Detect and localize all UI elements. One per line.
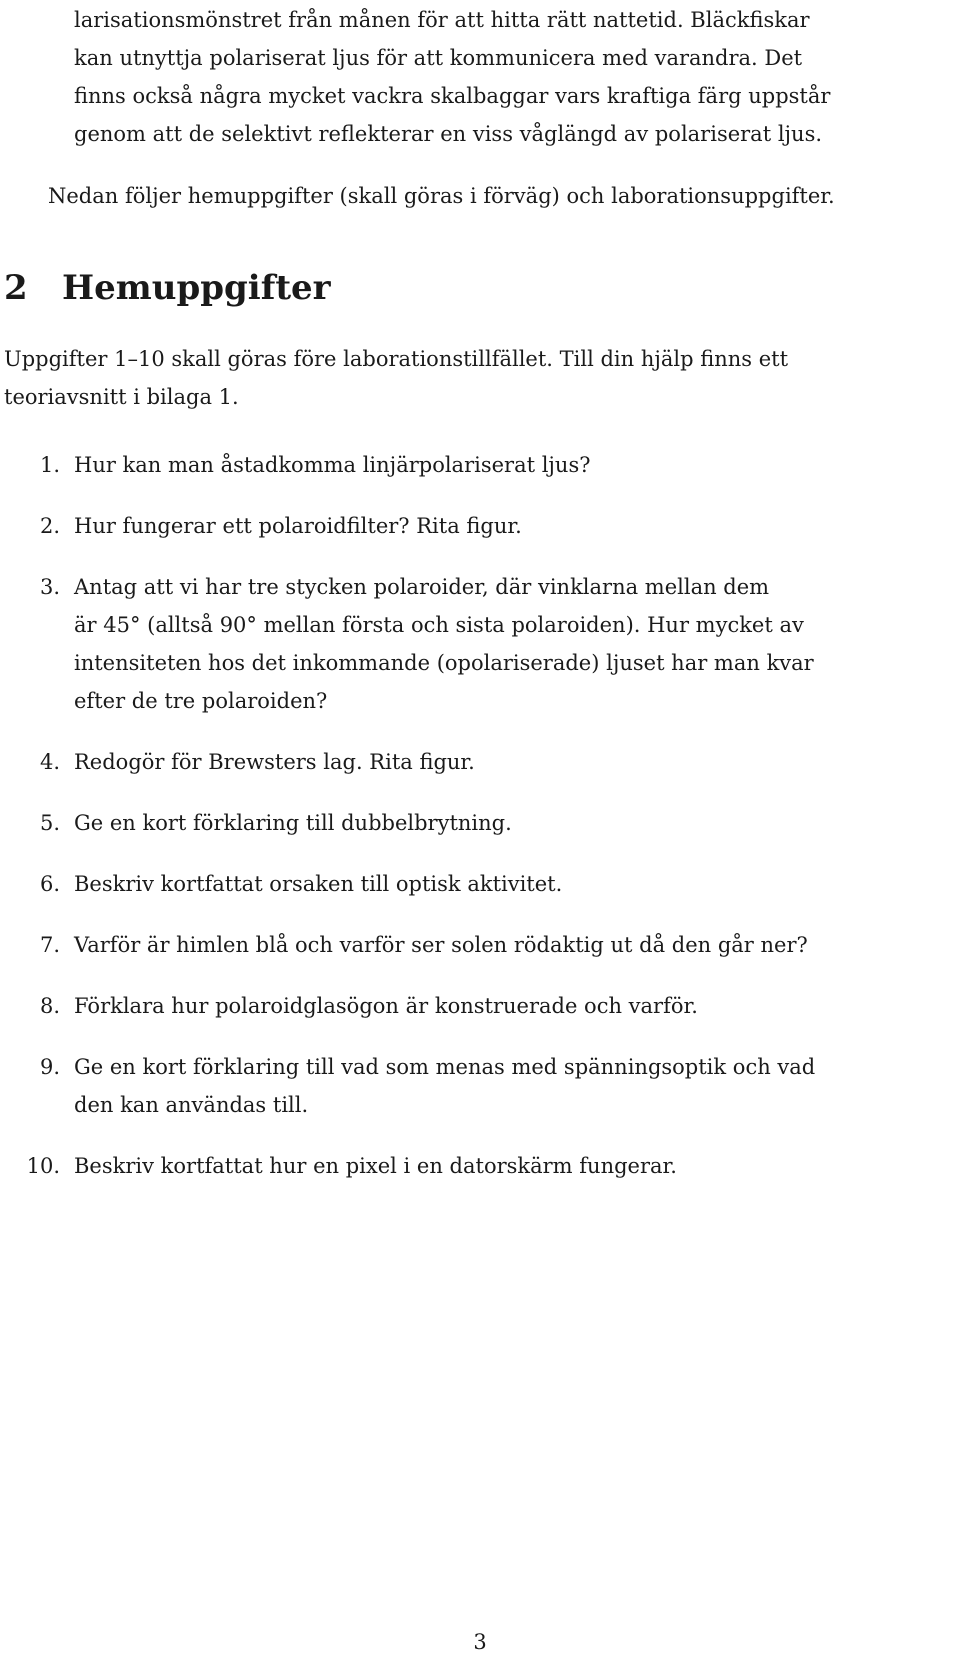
intro-line: genom att de selektivt reflekterar en viss våglängd av polariserat ljus. [74,122,823,146]
task-text: är 45° (alltså 90° mellan första och sista polaroiden). Hur mycket av [74,613,804,637]
intro-line: kan utnyttja polariserat ljus för att kommunicera med varandra. Det [74,46,803,70]
task-number: 7. [39,933,60,957]
intro-closing: Nedan följer hemuppgifter (skall göras i förväg) och laborationsuppgifter. [48,184,835,208]
task-text: Beskriv kortfattat orsaken till optisk aktivitet. [74,872,563,896]
task-number: 1. [39,453,60,477]
section-intro-line: Uppgifter 1–10 skall göras före laborationstillfället. Till din hjälp finns ett [4,347,789,371]
task-text: Förklara hur polaroidglasögon är konstruerade och varför. [74,994,698,1018]
task-text: Varför är himlen blå och varför ser solen rödaktig ut då den går ner? [74,933,808,957]
task-number: 3. [39,575,60,599]
task-text: Hur kan man åstadkomma linjärpolariserat ljus? [74,453,591,477]
section-number: 2 [4,268,28,308]
task-text: efter de tre polaroiden? [74,689,328,713]
intro-line: larisationsmönstret från månen för att hitta rätt nattetid. Bläckfiskar [74,8,810,32]
task-number: 9. [39,1055,60,1079]
task-number: 2. [39,514,60,538]
task-text: Hur fungerar ett polaroidfilter? Rita figur. [74,514,522,538]
intro-line: finns också några mycket vackra skalbaggar vars kraftiga färg uppstår [74,84,831,108]
task-text: den kan användas till. [74,1093,309,1117]
task-number: 8. [39,994,60,1018]
task-text: intensiteten hos det inkommande (opolariserade) ljuset har man kvar [74,651,814,675]
task-number: 10. [26,1154,60,1178]
page-number: 3 [473,1630,487,1654]
section-intro-line: teoriavsnitt i bilaga 1. [4,385,239,409]
task-number: 4. [39,750,60,774]
section-heading [4,268,331,308]
task-text: Ge en kort förklaring till dubbelbrytning. [74,811,512,835]
section-title: Hemuppgifter [62,268,331,308]
task-text: Ge en kort förklaring till vad som menas med spänningsoptik och vad [74,1055,816,1079]
task-text: Redogör för Brewsters lag. Rita figur. [74,750,475,774]
task-text: Beskriv kortfattat hur en pixel i en datorskärm fungerar. [74,1154,677,1178]
task-number: 6. [39,872,60,896]
task-text: Antag att vi har tre stycken polaroider, där vinklarna mellan dem [74,575,770,599]
task-number: 5. [39,811,60,835]
